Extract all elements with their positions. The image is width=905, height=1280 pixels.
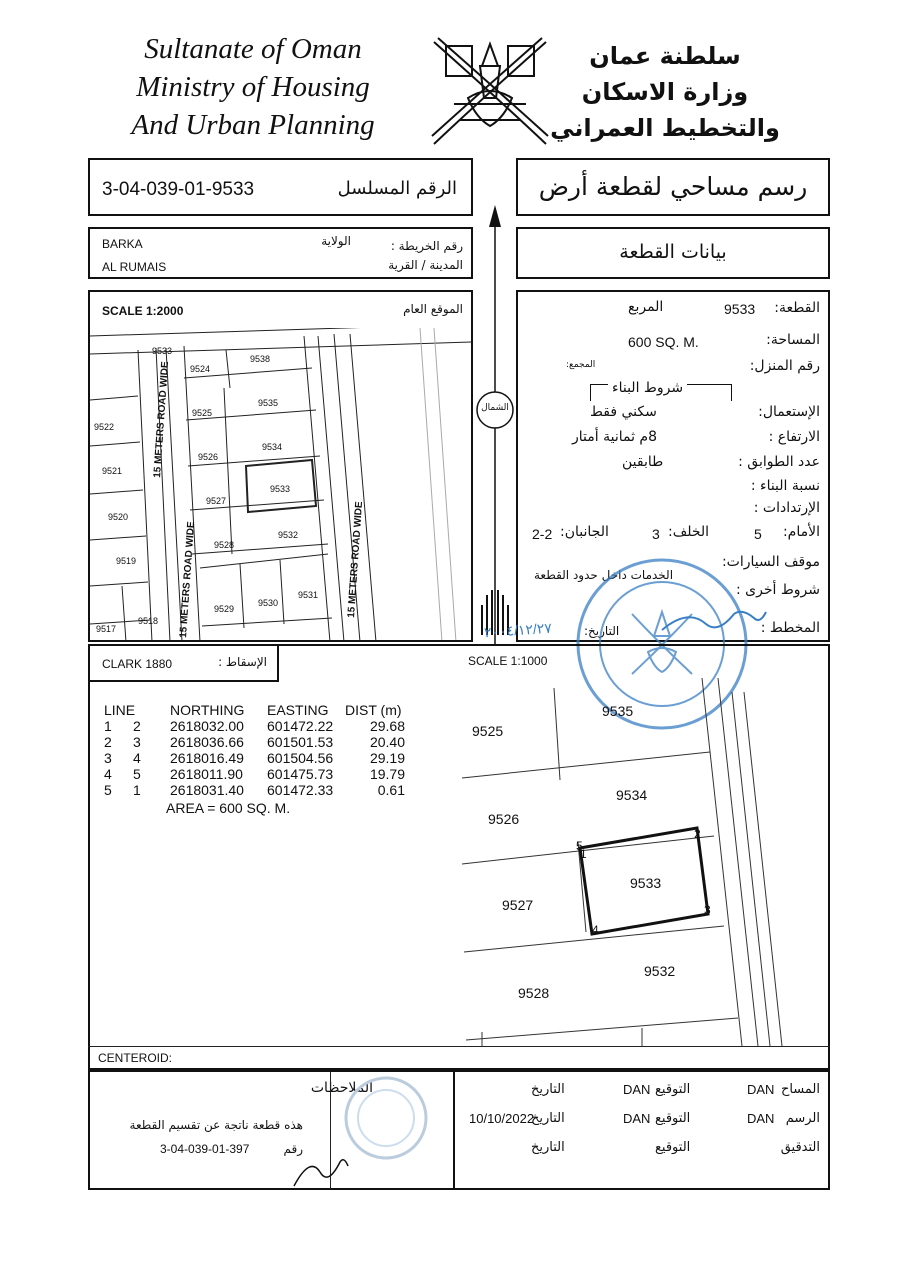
detail-scale: SCALE 1:1000 [468, 654, 548, 668]
signoff-row [455, 1076, 828, 1104]
plan-date-value: ٢٠٠٤/١٢/٢٧ [483, 619, 553, 641]
location-box [88, 227, 473, 279]
notes-box [88, 1070, 455, 1190]
general-scale: SCALE 1:2000 [102, 304, 184, 318]
use-label: الإستعمال: [758, 404, 820, 420]
northing: 2618036.66 [170, 734, 244, 750]
line-to: 1 [133, 782, 141, 798]
city-label: المدينة / القرية [388, 258, 463, 272]
signoff-date-label: التاريخ [531, 1140, 565, 1155]
plot-label: 9517 [96, 624, 117, 634]
projection-label: الإسقاط : [218, 655, 267, 669]
plot-label: 9518 [138, 616, 159, 626]
notes-text: هذه قطعة ناتجة عن تقسيم القطعة [129, 1118, 303, 1132]
oman-emblem-icon [424, 36, 556, 152]
line-from: 4 [104, 766, 112, 782]
plot-label: 9538 [250, 354, 271, 364]
plot-label: 9524 [190, 364, 211, 374]
centeroid-rule [88, 1046, 830, 1047]
detail-map [452, 672, 828, 1046]
signoff-date-label: التاريخ [531, 1111, 565, 1126]
plan-date-label: التاريخ: [584, 624, 620, 638]
signoff-sig-label: التوقيع [655, 1111, 691, 1126]
signoff-role: الرسم [785, 1111, 820, 1126]
height-value: 8م ثمانية أمتار [572, 429, 658, 445]
planner-label: المخطط : [760, 620, 820, 636]
line-from: 5 [104, 782, 112, 798]
area-label: المساحة: [766, 332, 820, 348]
general-location-map [90, 328, 472, 642]
easting: 601475.73 [267, 766, 334, 782]
easting: 601504.56 [267, 750, 334, 766]
notes-signature-icon [290, 1152, 350, 1192]
back-label: الخلف: [668, 524, 710, 540]
plot-label: 9520 [108, 512, 129, 522]
city-value: AL RUMAIS [102, 260, 167, 274]
signoff-sig-label: التوقيع [655, 1082, 691, 1097]
plot-label: 9534 [262, 442, 283, 452]
general-location-label: الموقع العام [403, 302, 463, 316]
coordinate-header [104, 702, 425, 718]
plot-label: 9532 [278, 530, 299, 540]
distance: 0.61 [377, 782, 405, 798]
front-label: الأمام: [782, 524, 820, 540]
sides-value: 2-2 [532, 526, 553, 542]
line-to: 3 [133, 734, 141, 750]
map-number-label: رقم الخريطة : [390, 239, 463, 253]
projection-value: CLARK 1880 [102, 657, 173, 671]
signoff-name: DAN [747, 1082, 775, 1097]
plot-label: 9533 [630, 875, 662, 891]
north-label: الشمال [481, 403, 509, 413]
plot-label: 9529 [214, 604, 235, 614]
plot-data-title-box [516, 227, 830, 279]
header-ar-line: سلطنة عمان [589, 42, 741, 70]
plot-label: 9535 [258, 398, 279, 408]
signoff-date-label: التاريخ [531, 1082, 565, 1097]
header-line: LINE [104, 702, 136, 718]
northing: 2618031.40 [170, 782, 244, 798]
signoff-box [455, 1070, 830, 1190]
line-from: 1 [104, 718, 112, 734]
plot-label: 9528 [214, 540, 235, 550]
plot-label: 9533 [270, 484, 291, 494]
plot-label: 9527 [502, 897, 534, 913]
plot-label: 9526 [198, 452, 219, 462]
plot-label: 9535 [602, 703, 634, 719]
plot-label: 9532 [644, 963, 676, 979]
signoff-row [455, 1105, 828, 1133]
vertex-label: 3 [704, 903, 711, 917]
header-easting: EASTING [267, 702, 329, 718]
parking-label: موقف السيارات: [721, 554, 820, 570]
plot-data-title: بيانات القطعة [619, 241, 727, 263]
notes-title: الملاحظات [310, 1080, 373, 1096]
distance: 29.68 [369, 718, 405, 734]
header-dist: DIST (m) [345, 702, 402, 718]
coordinate-row [104, 718, 425, 734]
easting: 601472.22 [267, 718, 334, 734]
notes-ref-value: 3-04-039-01-397 [160, 1142, 250, 1156]
ratio-label: نسبة البناء : [750, 478, 820, 494]
signoff-sig-label: التوقيع [655, 1140, 691, 1155]
header-en [118, 30, 388, 144]
parking-value: الخدمات داخل حدود القطعة [534, 568, 674, 582]
header-ar-line: وزارة الاسكان [581, 78, 749, 106]
coordinate-row [104, 766, 425, 782]
signoff-role: التدقيق [780, 1140, 820, 1155]
plot-label: 9525 [192, 408, 213, 418]
plot-number-label: القطعة: [774, 300, 820, 316]
header-northing: NORTHING [170, 702, 245, 718]
lower-top-rule [279, 644, 830, 646]
wilayat-label: الولاية [321, 234, 351, 248]
signoff-name: DAN [747, 1111, 775, 1126]
signoff-role: المساح [780, 1082, 820, 1097]
line-to: 4 [133, 750, 141, 766]
plot-label: 9519 [116, 556, 137, 566]
line-to: 5 [133, 766, 141, 782]
centeroid-label: CENTEROID: [98, 1051, 173, 1065]
north-arrow-icon [470, 205, 520, 645]
plot-label: 9525 [472, 723, 504, 739]
serial-value: 3-04-039-01-9533 [102, 179, 255, 200]
road-label: 15 METERS ROAD WIDE [346, 501, 366, 619]
signoff-sig-name: DAN [623, 1111, 651, 1126]
coordinate-table [104, 702, 425, 816]
coordinate-row [104, 734, 425, 750]
vertex-label: 5 [576, 839, 583, 853]
easting: 601472.33 [267, 782, 334, 798]
general-location-box [88, 290, 473, 642]
serial-label: الرقم المسلسل [337, 178, 457, 199]
title-box [516, 158, 830, 216]
header-ar-line: والتخطيط العمراني [550, 114, 780, 142]
signoff-date: 10/10/2022 [469, 1111, 535, 1126]
plot-label: 9527 [206, 496, 227, 506]
northing: 2618016.49 [170, 750, 244, 766]
coordinate-row [104, 750, 425, 766]
faded-stamp-icon [336, 1072, 436, 1164]
distance: 29.19 [369, 750, 405, 766]
use-value: سكني فقط [590, 404, 657, 420]
other-conditions-label: شروط أخرى : [735, 582, 820, 598]
northing: 2618032.00 [170, 718, 244, 734]
square-label: المربع [628, 299, 664, 315]
distance: 19.79 [369, 766, 405, 782]
sides-label: الجانبان: [560, 524, 609, 540]
floors-value: طابقين [622, 454, 664, 470]
easting: 601501.53 [267, 734, 334, 750]
back-value: 3 [652, 526, 660, 542]
setbacks-label: الإرتدادات : [753, 500, 820, 516]
area-line: AREA = 600 SQ. M. [166, 800, 291, 816]
plot-label: 9526 [488, 811, 520, 827]
header-ar [540, 38, 790, 146]
document-title: رسم مساحي لقطعة أرض [538, 172, 808, 201]
notes-ref-label: رقم [283, 1142, 303, 1156]
vertex-label: 2 [694, 827, 701, 841]
road-label: 15 METERS ROAD WIDE [178, 521, 198, 639]
coordinate-rows [104, 718, 425, 798]
plot-number-value: 9533 [724, 301, 756, 317]
plot-label: 9530 [258, 598, 279, 608]
wilayat-value: BARKA [102, 237, 143, 251]
distance: 20.40 [369, 734, 405, 750]
header-en-line: Sultanate of Oman [144, 33, 362, 65]
line-from: 3 [104, 750, 112, 766]
plot-label: 9534 [616, 787, 648, 803]
vertex-label: 4 [592, 923, 599, 937]
northing: 2618011.90 [170, 766, 243, 782]
plot-label: 9528 [518, 985, 550, 1001]
height-label: الارتفاع : [768, 429, 820, 445]
road-label: 15 METERS ROAD WIDE [152, 361, 172, 479]
signoff-sig-name: DAN [623, 1082, 651, 1097]
area-value: 600 SQ. M. [628, 334, 699, 350]
plot-label: 9531 [298, 590, 319, 600]
vertex-label: 1 [580, 847, 587, 861]
plot-label: 9521 [102, 466, 123, 476]
front-value: 5 [754, 526, 762, 542]
conditions-title: شروط البناء [608, 380, 687, 396]
line-from: 2 [104, 734, 112, 750]
serial-box [88, 158, 473, 216]
house-number-label: رقم المنزل: [749, 358, 820, 374]
plot-label: 9533 [152, 346, 173, 356]
coordinate-row [104, 782, 425, 798]
line-to: 2 [133, 718, 141, 734]
complex-label: المجمع: [566, 360, 596, 370]
plot-label: 9522 [94, 422, 115, 432]
signoff-row [455, 1134, 828, 1162]
floors-label: عدد الطوابق : [738, 454, 820, 470]
header-en-line: And Urban Planning [131, 109, 375, 141]
header-en-line: Ministry of Housing [136, 71, 370, 103]
